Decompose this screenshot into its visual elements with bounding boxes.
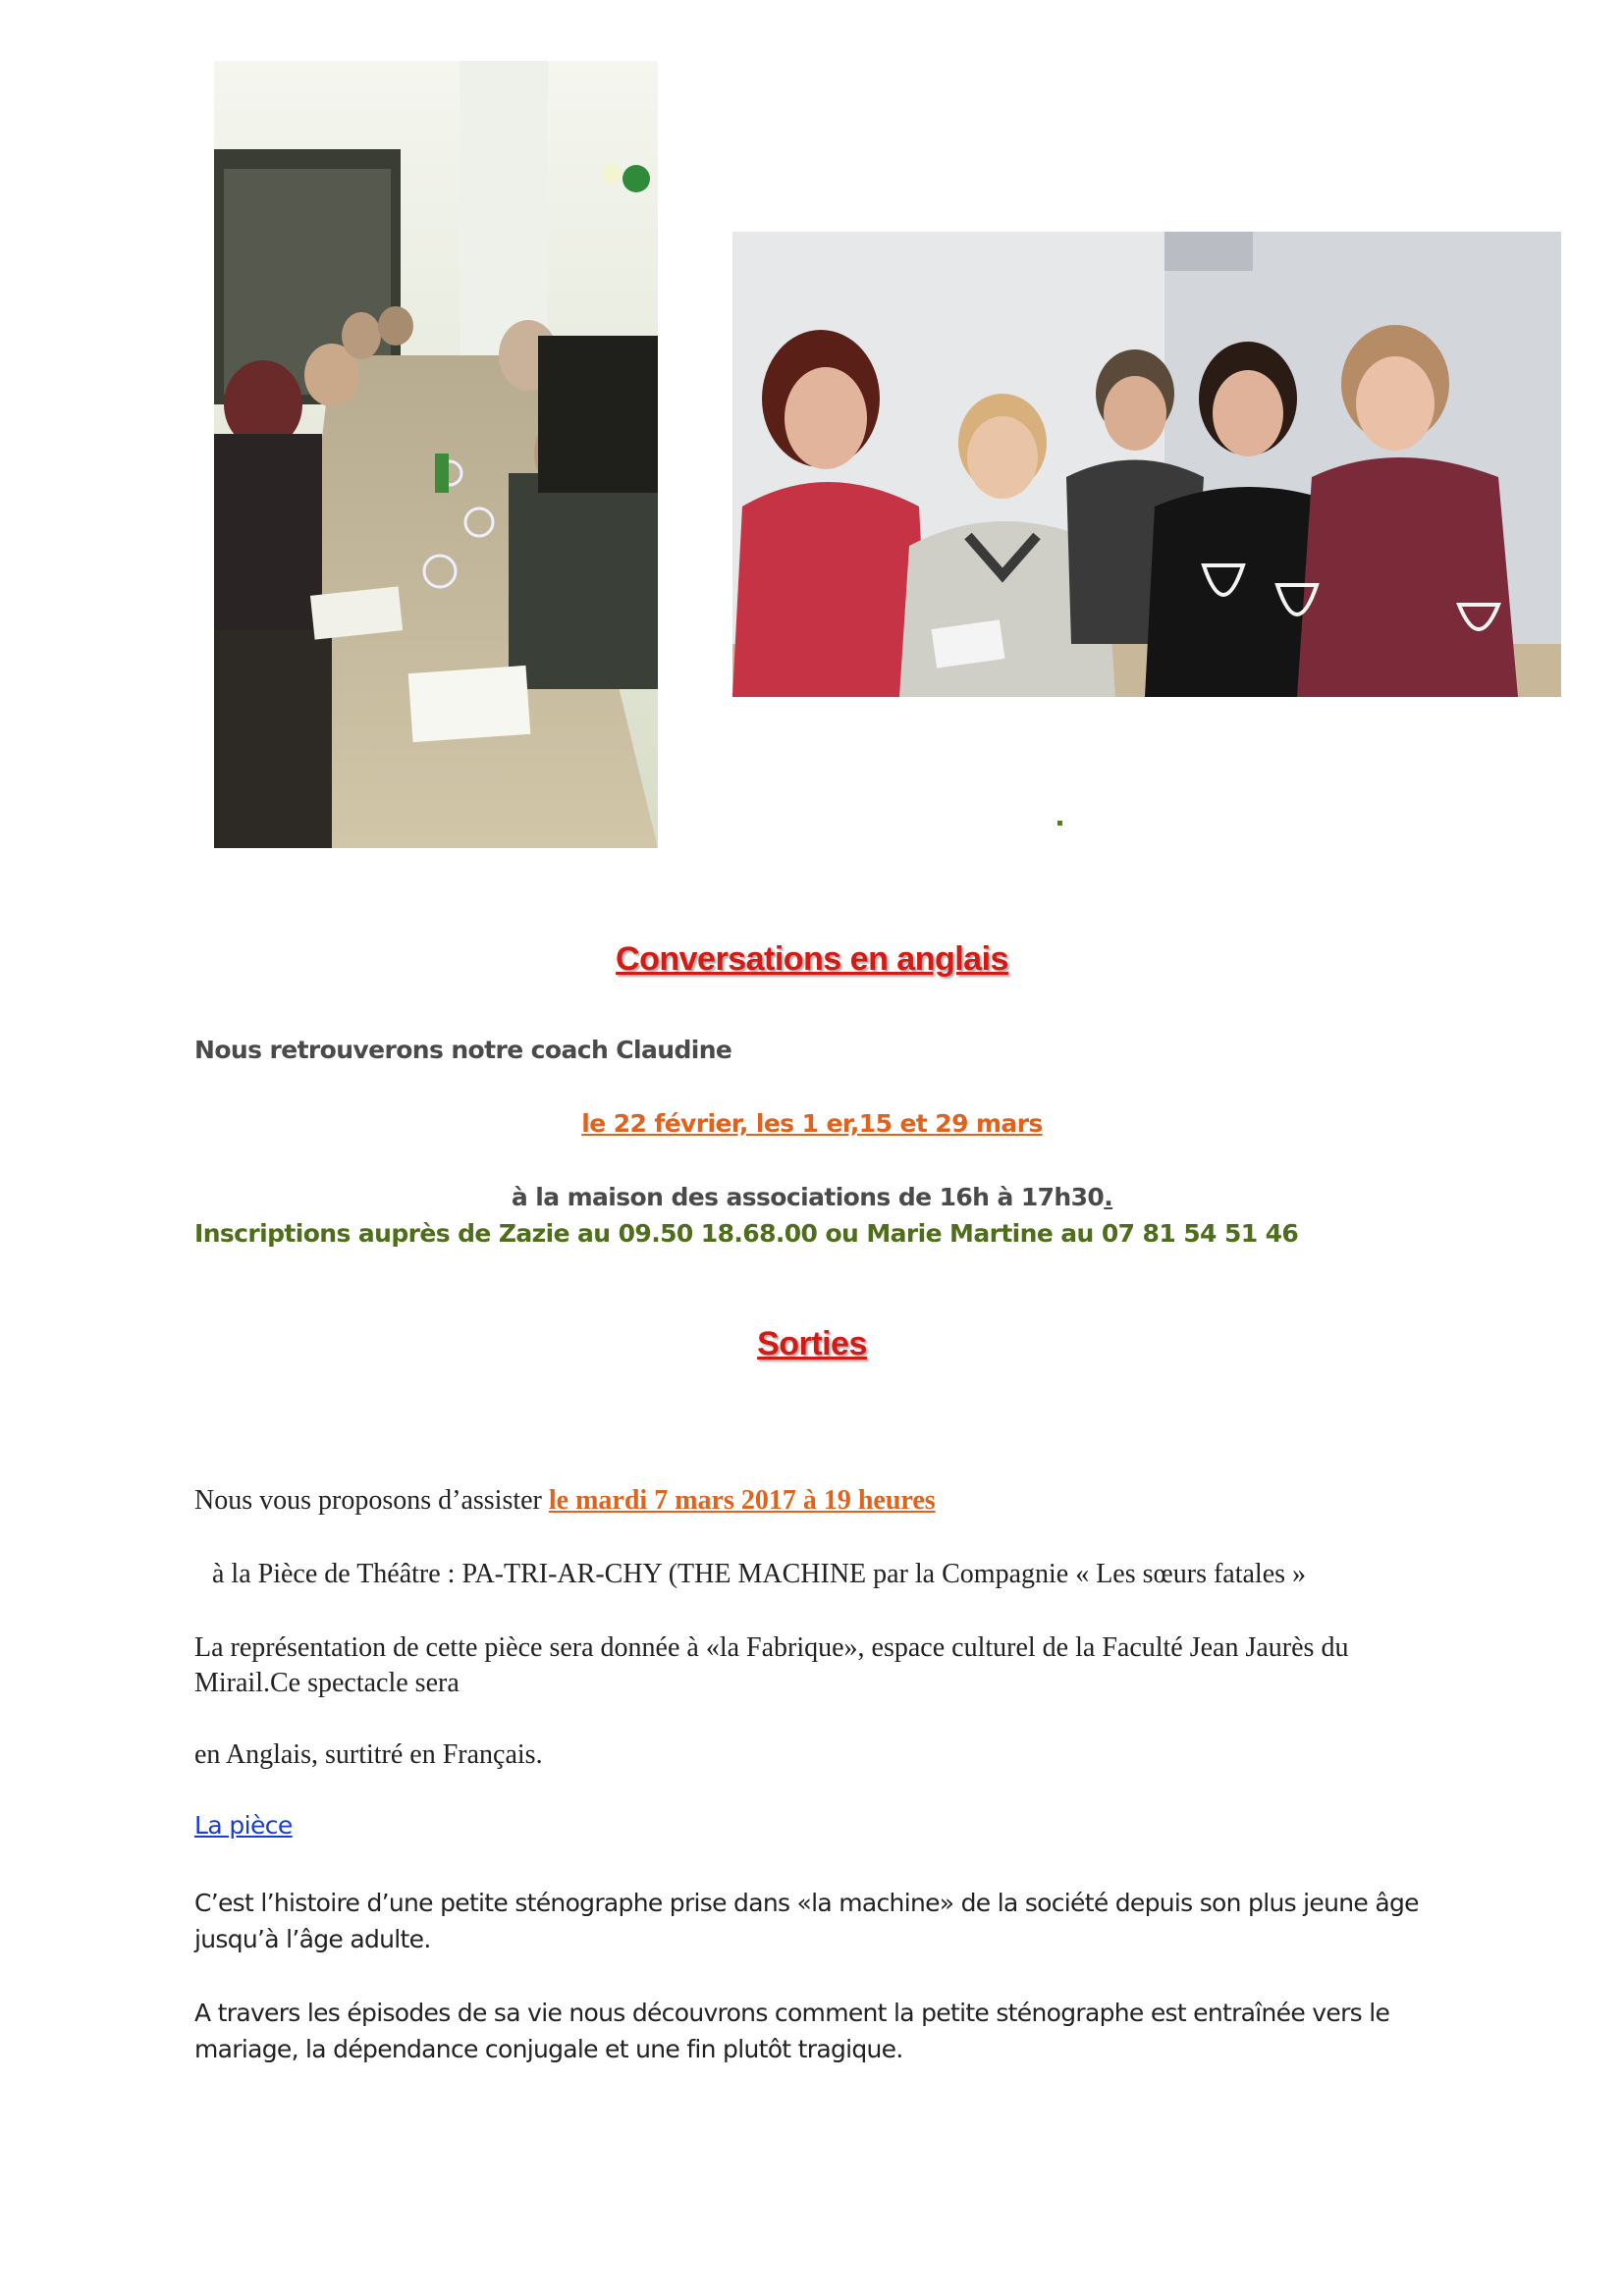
location-text bbox=[0, 1183, 1624, 1211]
location-label: à la maison des associations de 16h à 17h30 bbox=[511, 1183, 1105, 1211]
section-title-sorties: Sorties bbox=[757, 1325, 867, 1362]
session-dates: le 22 février, les 1 er,15 et 29 mars bbox=[581, 1109, 1043, 1138]
coach-text: Nous retrouverons notre coach Claudine bbox=[194, 1036, 732, 1064]
registration-info: Inscriptions auprès de Zazie au 09.50 18.68.00 ou Marie Martine au 07 81 54 51 46 bbox=[194, 1219, 1299, 1248]
photo-five-women bbox=[732, 232, 1561, 697]
decorative-dot bbox=[1057, 821, 1062, 826]
play-story-paragraph: C’est l’histoire d’une petite sténographe prise dans «la machine» de la société depuis son plus jeune âge jusqu’à l’âge adulte. bbox=[194, 1889, 1419, 1953]
representation-text: La représentation de cette pièce sera donnée à «la Fabrique», espace culturel de la Faculté Jean Jaurès du Mirail.Ce spectacle sera bbox=[194, 1632, 1349, 1698]
play-episodes-paragraph: A travers les épisodes de sa vie nous découvrons comment la petite sténographe est entraînée vers le mariage, la dépendance conjugale et une fin plutôt tragique. bbox=[194, 1999, 1390, 2063]
play-title-line: à la Pièce de Théâtre : PA-TRI-AR-CHY (THE MACHINE par la Compagnie « Les sœurs fatales » bbox=[212, 1559, 1307, 1589]
section-title-conversations: Conversations en anglais bbox=[616, 940, 1008, 978]
outing-intro-text: Nous vous proposons d’assister bbox=[194, 1485, 549, 1516]
la-piece-link[interactable]: La pièce bbox=[194, 1811, 293, 1840]
photo-group-dinner bbox=[214, 61, 658, 848]
outing-date: le mardi 7 mars 2017 à 19 heures bbox=[548, 1485, 936, 1516]
language-text: en Anglais, surtitré en Français. bbox=[194, 1739, 543, 1770]
location-end-dot: . bbox=[1104, 1183, 1113, 1211]
outing-intro bbox=[194, 1485, 936, 1517]
